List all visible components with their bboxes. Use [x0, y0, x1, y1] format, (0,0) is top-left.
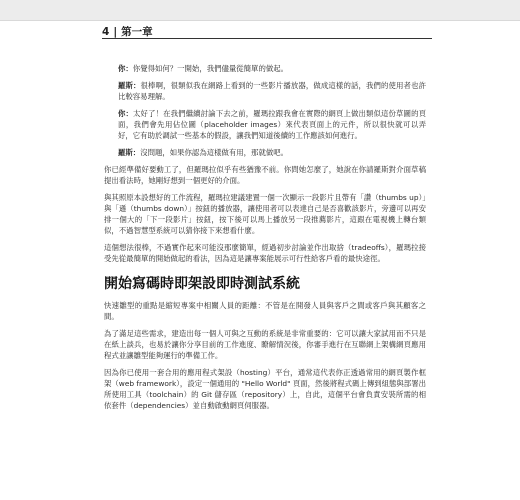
- dialogue-text: 你覺得如何？一開始，我們儘量從簡單的做起。: [132, 64, 289, 73]
- page-body: [104, 63, 426, 417]
- header-rule: [102, 38, 432, 39]
- dialogue-line: [104, 147, 426, 158]
- dialogue-text: 太好了！在我們繼續討論下去之前，羅瑪拉跟我會在實際的網頁上做出類似這份草圖的頁面，我們會先用佔位圖（placeholder images）來代表頁面上的元件，所以很快就可以弄好，它有助於調試一些基本的假設，讓我們知道後續的工作應該如何進行。: [118, 109, 426, 140]
- body-paragraph: 與其照原本設想好的工作流程，羅瑪拉建議建置一個一次顯示一段影片且帶有「讚（thumbs up）」與「遜（thumbs down）」按鈕的播放器，讓使用者可以表達自己是否喜歡該影片，旁邊可以再安排一個大的「下一段影片」按鈕，按下後可以馬上播放另一段推薦影片，這跟在電視機上轉台類似，不過智慧型系統可以猜你接下來想看什麼。: [104, 193, 426, 235]
- speaker-label: 羅斯：: [118, 148, 141, 157]
- header-separator: |: [113, 25, 118, 38]
- body-paragraph: 為了滿足這些需求，建造出每一個人可與之互動的系統是非常重要的：它可以讓大家試用而不只是在紙上談兵，也易於讓你分享目前的工作進度、瞭解情況後，你審手進行在互聯網上架構網頁應用程式並讓雛型能夠運行的準備工作。: [104, 329, 426, 360]
- dialogue-text: 沒問題，如果你認為這樣做有用，那就做吧。: [140, 148, 289, 157]
- body-paragraph: 你已經準備好要動工了，但羅瑪拉似乎有些猶豫不前。你問她怎麼了，她說在你請羅斯對介面草稿提出看法時，她剛好想到一個更好的介面。: [104, 165, 426, 185]
- body-paragraph: 因為你已使用一套合用的應用程式架設（hosting）平台，通常這代表你正透過常用的網頁製作框架（web framework），設定一個通用的 "Hello World" 頁面，然後將程式碼上傳到組態與部署出所使用工具（toolchain）的 Git 儲存區（repository）上，自此，這個平台會負責安裝所需的相依套件（dependencies）並自動啟動網頁伺服器。: [104, 368, 426, 410]
- dialogue-line: [104, 108, 426, 141]
- speaker-label: 羅斯：: [118, 81, 141, 90]
- body-paragraph: 快速雛型的重點是縮短專案中相關人員的距離：不管是在開發人員與客戶之間或客戶與其顧客之間。: [104, 301, 426, 321]
- chapter-label: 第一章: [121, 26, 153, 38]
- speaker-label: 你：: [118, 109, 134, 118]
- speaker-label: 你：: [118, 64, 133, 73]
- page-number: 4: [102, 25, 110, 38]
- dialogue-text: 很棒啊，很類似我在網路上看到的一些影片播放器，做成這樣的話，我們的使用者也許比較容易理解。: [118, 81, 426, 101]
- page-header: [102, 24, 432, 39]
- top-bar: [0, 0, 520, 21]
- section-heading: 開始寫碼時即架設即時測試系統: [104, 276, 300, 292]
- body-paragraph: 這個想法很棒，不過實作起來可能沒那麼簡單，經過初步討論並作出取捨（tradeoffs），羅瑪拉接受先從最簡單的開始做起的看法，因為這是讓專案能展示可行性給客戶看的最快途徑。: [104, 243, 426, 263]
- dialogue-line: [104, 80, 426, 102]
- dialogue-line: [104, 63, 426, 74]
